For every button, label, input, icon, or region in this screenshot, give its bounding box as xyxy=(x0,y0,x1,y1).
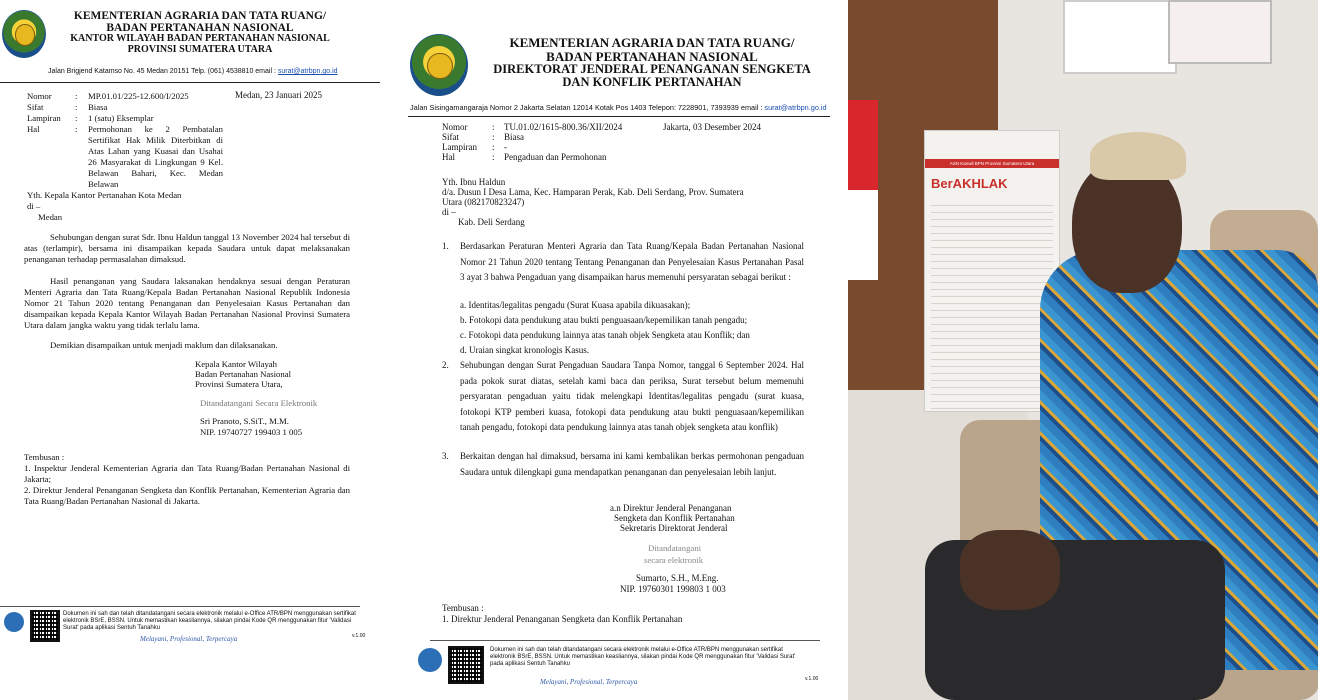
recipient-line: Yth. Kepala Kantor Pertanahan Kota Medan xyxy=(27,190,182,200)
letter-ditjen-sengketa: KEMENTERIAN AGRARIA DAN TATA RUANG/ BADAN PERTANAHAN NASIONAL DIREKTORAT JENDERAL PENANGANAN SENGKETA DAN KONFLIK PERTANAHAN Jalan Sisingamangaraja Nomor 2 Jakarta Selatan 12014 Kotak Pos 1403 Telepon: 7228901, 7393939 email : surat@atrbpn.go.id Nomor : TU.01.02/1615-800.36/XII/2024 Jakarta, 03 Desember 2024 Sifat : Biasa Lampiran : - Hal : Pengaduan dan Permohonan Yth. Ibnu Haldun d/a. Dusun I Desa Lama, Kec. Hamparan Perak, Kab. Deli Serdang, Prov. Sumatera Utara (082170823247) di – Kab. Deli Serdang 1. Berdasarkan Peraturan Menteri Agraria dan Tata Ruang/Kepala Badan Pertanahan Nasional Nomor 21 Tahun 2020 tentang Tentang Penanganan dan Penyelesaian Kasus Pertanahan Pasal 3 ayat 3 bahwa Pengaduan yang disampaikan harus memenuhi persyaratan sebagai berikut : a. Identitas/legalitas pengadu (Surat Kuasa apabila dikuasakan); b. Fotokopi data pendukung atau bukti penguasaan/kepemilikan tanah pengadu; c. Fotokopi data pendukung lainnya atas tanah objek Sengketa atau Konflik; dan d. Uraian singkat kronologis Kasus. 2. Sehubungan dengan Surat Pengaduan Saudara Tanpa Nomor, tanggal 6 September 2024. Hal pada pokok surat diatas, setelah kami baca dan periksa, Surat tersebut belum memenuhi persyaratan pengaduan yaitu tidak melengkapi Identitas/legalitas pengadu (surat kuasa, fotokopi KTP pemberi kuasa, fotokopi data pendukung atau bukti penguasaan/kepemilikan tanah pengadu, fotokopi data pendukung lainnya atas tanah objek sengketa atau konflik) 3. Berkaitan dengan hal dimaksud, bersama ini kami kembalikan berkas permohonan pengaduan Saudara untuk dilengkapi guna mendapatkan penanganan dan penyelesaian lebih lanjut. a.n Direktur Jenderal Penanganan Sengketa dan Konflik Pertanahan Sekretaris Direktorat Jenderal Ditandatangani secara elektronik Sumarto, S.H., M.Eng. NIP. 19760301 199803 1 003 Tembusan : 1. Direktur Jenderal Penanganan Sengketa dan Konflik Pertanahan Dokumen ini sah dan telah ditandatangani secara elektronik melalui e-Office ATR/BPN menggunakan sertifikat elektronik BSrE, BSSN. Untuk memastikan keasliannya, silakan pindai Kode QR menggunakan fitur 'Validasi Surat' pada aplikasi Sentuh Tanahku Melayani, Profesional, Terpercaya v.1.00 xyxy=(400,0,848,700)
atr-bpn-logo xyxy=(2,10,46,58)
atr-bpn-logo xyxy=(410,34,468,96)
recipient-line: d/a. Dusun I Desa Lama, Kec. Hamparan Perak, Kab. Deli Serdang, Prov. Sumatera xyxy=(442,187,744,197)
email-link[interactable]: surat@atrbpn.go.id xyxy=(277,68,338,75)
footer-note: Dokumen ini sah dan telah ditandatangani secara elektronik melalui e-Office ATR/BPN menggunakan sertifikat elektronik BSrE, BSSN. Untuk memastikan keasliannya, silakan pindai Kode QR menggunakan fitur 'Validasi Surat' pada aplikasi Sentuh Tanahku xyxy=(490,647,796,667)
recipient-line: Medan xyxy=(38,212,63,222)
header-line: BADAN PERTANAHAN NASIONAL xyxy=(546,48,758,64)
letter-date: Jakarta, 03 Desember 2024 xyxy=(663,122,761,132)
meta-label: Sifat xyxy=(27,102,44,112)
body-point: Sehubungan dengan Surat Pengaduan Saudara Tanpa Nomor, tanggal 6 September 2024. Hal pada pokok surat diatas, setelah kami baca dan periksa, Surat tersebut belum memenuhi persyaratan pengaduan yaitu tidak melengkapi Identitas/legalitas pengadu (surat kuasa, fotokopi KTP pemberi kuasa, fotokopi data pendukung atau bukti penguasaan/kepemilikan tanah pengadu, fotokopi data pendukung lainnya atas tanah objek sengketa atau konflik) xyxy=(460,360,804,433)
letter-number: MP.01.01/225-12.600/I/2025 xyxy=(88,91,189,101)
signatory-line: Provinsi Sumatera Utara, xyxy=(195,379,283,389)
body-point: Berdasarkan Peraturan Menteri Agraria dan Tata Ruang/Kepala Badan Pertanahan Nasional Nomor 21 Tahun 2020 tentang Tentang Penanganan dan Penyelesaian Kasus Pertanahan Pasal 3 ayat 3 bahwa Pengaduan yang disampaikan harus memenuhi persyaratan sebagai berikut : xyxy=(460,241,804,283)
letter-number: TU.01.02/1615-800.36/XII/2024 xyxy=(504,122,623,132)
letter-header xyxy=(50,10,350,55)
recipient-line: di – xyxy=(442,207,456,217)
signatory-name: Sumarto, S.H., M.Eng. xyxy=(636,573,719,583)
recipient-line: Utara (082170823247) xyxy=(442,197,525,207)
meta-label: Lampiran xyxy=(442,142,477,152)
body-paragraph: Sehubungan dengan surat Sdr. Ibnu Haldun tanggal 13 November 2024 hal tersebut di atas (terlampir), bersama ini disampaikan kepada Saudara untuk dapat melaksanakan penanganan terhadap permasalahan dimaksud. xyxy=(24,232,350,264)
meta-label: Nomor xyxy=(27,91,52,101)
letter-header xyxy=(472,36,832,90)
address-text: Jalan Brigjend Katamso No. 45 Medan 20151 Telp. (061) 4538810 email : xyxy=(48,68,276,75)
header-line: PROVINSI SUMATERA UTARA xyxy=(127,43,273,55)
footer-note: Dokumen ini sah dan telah ditandatangani secara elektronik melalui e-Office ATR/BPN menggunakan sertifikat elektronik BSrE, BSSN. Untuk memastikan keasliannya, silakan pindai Kode QR menggunakan fitur 'Validasi Surat' pada aplikasi Sentuh Tanahku xyxy=(63,611,356,631)
body-point: Berkaitan dengan hal dimaksud, bersama ini kami kembalikan berkas permohonan pengaduan Saudara untuk dilengkapi guna mendapatkan penanganan dan penyelesaian lebih lanjut. xyxy=(460,451,804,477)
sub-point: a. Identitas/legalitas pengadu (Surat Kuasa apabila dikuasakan); xyxy=(460,300,691,310)
header-line: KANTOR WILAYAH BADAN PERTANAHAN NASIONAL xyxy=(70,33,330,45)
tembusan-label: Tembusan : xyxy=(24,452,65,462)
wall-frame xyxy=(1168,0,1272,64)
meta-label: Nomor xyxy=(442,122,468,132)
meta-value: - xyxy=(504,142,507,152)
header-line: BADAN PERTANAHAN NASIONAL xyxy=(106,22,294,35)
letter-subject: Permohonan ke 2 Pembatalan Sertifikat Hak Milik Diterbitkan di Atas Lahan yang Kuasai dan Usahai 26 Masyarakat di Lingkungan 9 Kel. Belawan Bahari, Kec. Medan Belawan xyxy=(88,124,223,189)
qr-code[interactable] xyxy=(448,646,484,684)
flag xyxy=(848,100,878,280)
qr-code[interactable] xyxy=(30,610,60,642)
tagline: Melayani, Profesional, Terpercaya xyxy=(140,635,238,643)
meta-value: 1 (satu) Eksemplar xyxy=(88,113,154,123)
version-code: v.1.00 xyxy=(352,633,366,639)
sub-point: c. Fotokopi data pendukung lainnya atas tanah objek Sengketa atau Konflik; dan xyxy=(460,330,750,340)
banner-title: BerAKHLAK xyxy=(931,176,1008,191)
sub-point: d. Uraian singkat kronologis Kasus. xyxy=(460,345,589,355)
body-paragraph: Hasil penanganan yang Saudara laksanakan hendaknya sesuai dengan Peraturan Menteri Agraria dan Tata Ruang/Kepala Badan Pertanahan Nasional Republik Indonesia Nomor 21 Tahun 2020 tentang Penanganan dan Penyelesaian Kasus Pertanahan dan disampaikan kepada Kepala Kantor Wilayah Badan Pertanahan Nasional Provinsi Sumatera Utara dalam jangka waktu yang tidak terlalu lama. xyxy=(24,276,350,330)
tembusan-item: 1. Direktur Jenderal Penanganan Sengketa dan Konflik Pertanahan xyxy=(442,614,683,624)
meta-label: Sifat xyxy=(442,132,459,142)
e-signed-note: secara elektronik xyxy=(644,555,704,565)
signatory-line: a.n Direktur Jenderal Penanganan xyxy=(610,503,732,513)
letter-date: Medan, 23 Januari 2025 xyxy=(235,90,322,100)
meta-label: Hal xyxy=(27,124,40,134)
signatory-line: Kepala Kantor Wilayah xyxy=(195,359,277,369)
wall-frame xyxy=(1063,0,1177,74)
meta-value: Biasa xyxy=(88,102,108,112)
letter-address xyxy=(410,103,827,112)
signatory-line: Sengketa dan Konflik Pertanahan xyxy=(614,513,735,523)
tembusan-label: Tembusan : xyxy=(442,603,484,613)
header-line: DAN KONFLIK PERTANAHAN xyxy=(562,75,742,90)
letter-subject: Pengaduan dan Permohonan xyxy=(504,152,607,162)
person-cap xyxy=(1090,132,1186,180)
meta-value: Biasa xyxy=(504,132,524,142)
header-line: KEMENTERIAN AGRARIA DAN TATA RUANG/ xyxy=(73,10,327,22)
bsre-logo xyxy=(418,648,442,672)
meta-label: Lampiran xyxy=(27,113,61,123)
signatory-nip: NIP. 19760301 199803 1 003 xyxy=(620,584,726,594)
e-signed-note: Ditandatangani xyxy=(648,543,702,553)
bsre-logo xyxy=(4,612,24,632)
banner-top-text: ASN Kanwil BPN Provinsi Sumatera Utara xyxy=(925,159,1059,168)
tagline: Melayani, Profesional, Terpercaya xyxy=(540,678,638,686)
person-hands xyxy=(960,530,1060,610)
header-line: KEMENTERIAN AGRARIA DAN TATA RUANG/ xyxy=(509,35,795,50)
email-link[interactable]: surat@atrbpn.go.id xyxy=(764,103,827,112)
tembusan-item: 1. Inspektur Jenderal Kementerian Agraria dan Tata Ruang/Badan Pertanahan Nasional di Jakarta; xyxy=(24,463,350,484)
meta-label: Hal xyxy=(442,152,455,162)
tembusan-item: 2. Direktur Jenderal Penanganan Sengketa dan Konflik Pertanahan, Kementerian Agraria dan Tata Ruang/Badan Pertanahan Nasional di Jakarta. xyxy=(24,485,350,506)
sub-point: b. Fotokopi data pendukung atau bukti penguasaan/kepemilikan tanah pengadu; xyxy=(460,315,748,325)
version-code: v.1.00 xyxy=(805,676,819,682)
address-text: Jalan Sisingamangaraja Nomor 2 Jakarta Selatan 12014 Kotak Pos 1403 Telepon: 7228901, 7393939 email : xyxy=(410,103,763,112)
recipient-line: Kab. Deli Serdang xyxy=(458,217,525,227)
body-paragraph: Demikian disampaikan untuk menjadi maklum dan dilaksanakan. xyxy=(50,340,278,350)
header-line: DIREKTORAT JENDERAL PENANGANAN SENGKETA xyxy=(493,62,811,77)
signatory-name: Sri Pranoto, S.SiT., M.M. xyxy=(200,416,289,426)
signatory-line: Badan Pertanahan Nasional xyxy=(195,369,292,379)
signatory-nip: NIP. 19740727 199403 1 005 xyxy=(200,427,303,437)
signatory-line: Sekretaris Direktorat Jenderal xyxy=(620,523,728,533)
letter-kanwil-sumut: KEMENTERIAN AGRARIA DAN TATA RUANG/ BADAN PERTANAHAN NASIONAL KANTOR WILAYAH BADAN PERTANAHAN NASIONAL PROVINSI SUMATERA UTARA Jalan Brigjend Katamso No. 45 Medan 20151 Telp. (061) 4538810 email : surat@atrbpn.go.id Nomor : MP.01.01/225-12.600/I/2025 Medan, 23 Januari 2025 Sifat : Biasa Lampiran : 1 (satu) Eksemplar Hal : Permohonan ke 2 Pembatalan Sertifikat Hak Milik Diterbitkan di Atas Lahan yang Kuasai dan Usahai 26 Masyarakat di Lingkungan 9 Kel. Belawan Bahari, Kec. Medan Belawan Yth. Kepala Kantor Pertanahan Kota Medan di – Medan Sehubungan dengan surat Sdr. Ibnu Haldun tanggal 13 November 2024 hal tersebut di atas (terlampir), bersama ini disampaikan kepada Saudara untuk dapat melaksanakan penanganan terhadap permasalahan dimaksud. Hasil penanganan yang Saudara laksanakan hendaknya sesuai dengan Peraturan Menteri Agraria dan Tata Ruang/Kepala Badan Pertanahan Nasional Republik Indonesia Nomor 21 Tahun 2020 tentang Penanganan dan Penyelesaian Kasus Pertanahan dan disampaikan kepada Kepala Kantor Wilayah Badan Pertanahan Nasional Provinsi Sumatera Utara dalam jangka waktu yang tidak terlalu lama. Demikian disampaikan untuk menjadi maklum dan dilaksanakan. Kepala Kantor Wilayah Badan Pertanahan Nasional Provinsi Sumatera Utara, Ditandatangani Secara Elektronik Sri Pranoto, S.SiT., M.M. NIP. 19740727 199403 1 005 Tembusan : 1. Inspektur Jenderal Kementerian Agraria dan Tata Ruang/Badan Pertanahan Nasional di Jakarta; 2. Direktur Jenderal Penanganan Sengketa dan Konflik Pertanahan, Kementerian Agraria dan Tata Ruang/Badan Pertanahan Nasional di Jakarta. Dokumen ini sah dan telah ditandatangani secara elektronik melalui e-Office ATR/BPN menggunakan sertifikat elektronik BSrE, BSSN. Untuk memastikan keasliannya, silakan pindai Kode QR menggunakan fitur 'Validasi Surat' pada aplikasi Sentuh Tanahku Melayani, Profesional, Terpercaya v.1.00 xyxy=(0,0,400,700)
recipient-line: di – xyxy=(27,201,41,211)
recipient-line: Yth. Ibnu Haldun xyxy=(442,177,506,187)
letter-address xyxy=(48,68,338,75)
e-signed-note: Ditandatangani Secara Elektronik xyxy=(200,398,318,408)
